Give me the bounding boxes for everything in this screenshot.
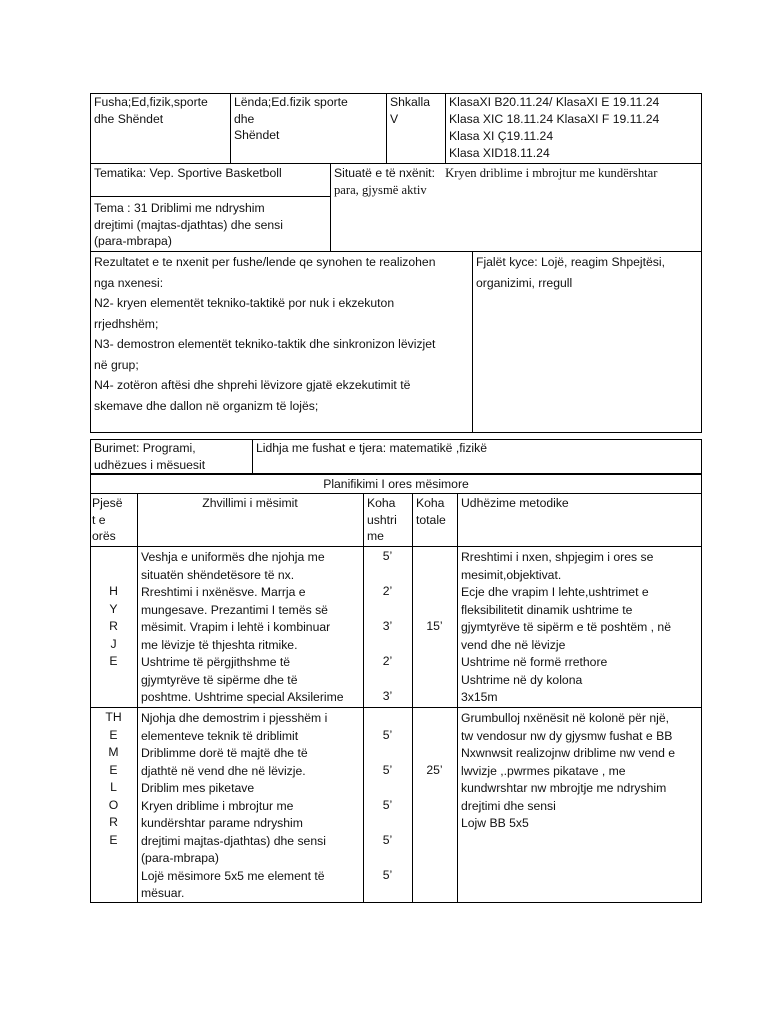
hyrje-zhvillimi: [137, 548, 363, 708]
tema-kryesore-zhvillimi-line: Njohja dhe demostrim i pjesshëm i: [141, 711, 328, 725]
hyrje-udhezime-line: mesimit,objektivat.: [461, 567, 562, 582]
fusha-line: dhe Shëndet: [94, 111, 164, 126]
tema-kryesore-zhvillimi-line: elementeve teknik të driblimit: [141, 728, 299, 743]
hyrje-zhvillimi-line: mësimit. Vrapim i lehtë i kombinuar: [141, 620, 331, 634]
shkalla-line: V: [390, 111, 399, 126]
hyrje-udhezime-line: Ecje dhe vrapim I lehte,ushtrimet e: [461, 585, 649, 599]
tema-kryesore-pjese: TH E M E L O R E: [105, 710, 122, 847]
klasa-cell: [445, 93, 702, 163]
column-header-koha-totale: Koha totale: [416, 496, 446, 527]
lenda-line: Lënda;Ed.fizik sporte: [234, 95, 348, 109]
column-header-zhvillimi: Zhvillimi i mësimit: [202, 496, 298, 510]
shkalla-cell: [386, 93, 445, 128]
column-header-udhezime: Udhëzime metodike: [461, 496, 569, 510]
burimet-line: Burimet: Programi,: [94, 441, 196, 455]
fjalet-kyce-line: organizimi, rregull: [476, 275, 573, 290]
tema-cell: [90, 199, 330, 251]
hyrje-pjese: H Y R J E: [109, 584, 118, 668]
lidhja-text: Lidhja me fushat e tjera: matematikë ,fizikë: [256, 441, 487, 455]
rezultatet-line: N2- kryen elementët tekniko-taktikë por nuk i ekzekuton: [94, 296, 395, 310]
tema-kryesore-zhvillimi: [137, 709, 363, 904]
tema-kryesore-zhvillimi-line: Driblim mes piketave: [141, 781, 255, 795]
hyrje-zhvillimi-line: mungesave. Prezantimi I temës së: [141, 602, 328, 617]
tema-kryesore-udhezime-line: drejtimi dhe sensi: [461, 798, 556, 813]
tema-kryesore-udhezime-line: Nxwnwsit realizojnw driblime nw vend e: [461, 746, 676, 760]
tema-kryesore-udhezime-line: Grumbulloj nxënësit në kolonë për një,: [461, 711, 669, 725]
rezultatet-line: nga nxenesi:: [94, 275, 164, 290]
klasa-line: KlasaXI B20.11.24/ KlasaXI E 19.11.24: [449, 95, 660, 109]
hyrje-udhezime-line: gjymtyrëve të sipërm e të poshtëm , në: [461, 620, 671, 634]
tema-line: (para-mbrapa): [94, 234, 172, 248]
tema-line: drejtimi (majtas-djathtas) dhe sensi: [94, 217, 283, 232]
lenda-line: Shëndet: [234, 128, 280, 142]
tema-kryesore-koha-totale: 25’: [426, 763, 443, 777]
rezultatet-line: N4- zotëron aftësi dhe shprehi lëvizore gjatë ekzekutimit të: [94, 378, 411, 392]
hyrje-zhvillimi-line: situatën shëndetësore të nx.: [141, 567, 295, 582]
burimet-line: udhëzues i mësuesit: [94, 457, 206, 472]
lenda-cell: [230, 93, 386, 145]
klasa-line: Klasa XI Ç19.11.24: [449, 129, 554, 143]
tema-kryesore-udhezime-line: tw vendosur nw dy gjysmw fushat e BB: [461, 728, 673, 743]
fjalet-kyce-line: Fjalët kyce: Lojë, reagim Shpejtësi,: [476, 255, 665, 269]
klasa-line: Klasa XID18.11.24: [449, 146, 550, 160]
hyrje-zhvillimi-line: Ushtrime të përgjithshme të: [141, 655, 291, 669]
fjalet-kyce-cell: [472, 251, 702, 294]
tema-kryesore-zhvillimi-line: kundërshtar parame ndryshim: [141, 816, 303, 830]
hyrje-zhvillimi-line: gjymtyrëve të sipërme dhe të: [141, 672, 298, 687]
situata-text: Kryen driblime i mbrojtur me kundërshtar: [445, 166, 658, 180]
situata-label: Situatë e të nxënit:: [334, 166, 435, 180]
hyrje-udhezime-line: Ushtrime në dy kolona: [461, 672, 583, 687]
tema-kryesore-zhvillimi-line: Lojë mësimore 5x5 me element të: [141, 868, 325, 883]
column-header-koha-ushtrime: Koha ushtri me: [367, 496, 397, 543]
rezultatet-line: N3- demostron elementët tekniko-taktik dhe sinkronizon lëvizjet: [94, 337, 436, 351]
tematika-text: Tematika: Vep. Sportive Basketboll: [94, 166, 282, 180]
klasa-line: Klasa XIC 18.11.24 KlasaXI F 19.11.24: [449, 112, 660, 126]
hyrje-udhezime-line: Rreshtimi i nxen, shpjegim i ores se: [461, 550, 654, 564]
lidhja-cell: [252, 439, 702, 458]
rezultatet-line: skemave dhe dallon në organizm të lojës;: [94, 398, 319, 413]
tema-kryesore-udhezime-line: lwvizje ,.pwrmes pikatave , me: [461, 763, 626, 778]
tema-kryesore-zhvillimi-line: Kryen driblime i mbrojtur me: [141, 798, 294, 813]
tematika-cell: [90, 164, 330, 183]
tema-kryesore-zhvillimi-line: mësuar.: [141, 886, 185, 900]
burimet-cell: [90, 439, 252, 474]
tema-line: Tema : 31 Driblimi me ndryshim: [94, 201, 265, 215]
hyrje-udhezime-line: 3x15m: [461, 690, 498, 704]
hyrje-koha-ushtrime: 5’ 2’ 3’ 2’ 3’: [382, 549, 393, 703]
rezultatet-line: Rezultatet e te nxenit per fushe/lende qe synohen te realizohen: [94, 255, 436, 269]
tema-kryesore-udhezime: [457, 709, 702, 834]
planifikimi-text: Planifikimi I ores mësimore: [323, 477, 469, 491]
rezultatet-line: rrjedhshëm;: [94, 316, 159, 331]
lenda-line: dhe: [234, 111, 255, 126]
fusha-line: Fusha;Ed,fizik,sporte: [94, 95, 208, 109]
hyrje-udhezime-line: vend dhe në lëvizje: [461, 637, 566, 652]
hyrje-udhezime-line: fleksibilitetit dinamik ushtrime te: [461, 602, 633, 617]
rezultatet-cell: [90, 251, 472, 417]
hyrje-zhvillimi-line: Rreshtimi i nxënësve. Marrja e: [141, 585, 306, 599]
hyrje-zhvillimi-line: poshtme. Ushtrime special Aksilerime: [141, 690, 344, 704]
tema-kryesore-zhvillimi-line: drejtimi majtas-djathtas) dhe sensi: [141, 833, 326, 848]
tema-kryesore-udhezime-line: kundwrshtar nw mbrojtje me ndryshim: [461, 781, 667, 795]
hyrje-koha-totale: 15’: [426, 619, 443, 633]
tema-kryesore-udhezime-line: Lojw BB 5x5: [461, 816, 529, 830]
shkalla-line: Shkalla: [390, 95, 430, 109]
planifikimi-title: [90, 475, 702, 494]
situata-cell: [330, 164, 702, 199]
situata-text: para, gjysmë aktiv: [334, 182, 427, 197]
hyrje-zhvillimi-line: me lëvizje të thjeshta ritmike.: [141, 637, 298, 652]
tema-kryesore-zhvillimi-line: (para-mbrapa): [141, 851, 219, 865]
hyrje-zhvillimi-line: Veshja e uniformës dhe njohja me: [141, 550, 325, 564]
tema-kryesore-zhvillimi-line: Driblimme dorë të majtë dhe të: [141, 746, 308, 760]
tema-kryesore-koha-ushtrime: 5’ 5’ 5’ 5’ 5’: [382, 728, 393, 882]
hyrje-udhezime-line: Ushtrime në formë rrethore: [461, 655, 608, 669]
tema-kryesore-zhvillimi-line: djathtë në vend dhe në lëvizje.: [141, 763, 306, 778]
fusha-cell: [90, 93, 230, 128]
column-header-pjese: Pjesë t e orës: [92, 496, 123, 543]
hyrje-udhezime: [457, 548, 702, 708]
rezultatet-line: në grup;: [94, 357, 139, 372]
